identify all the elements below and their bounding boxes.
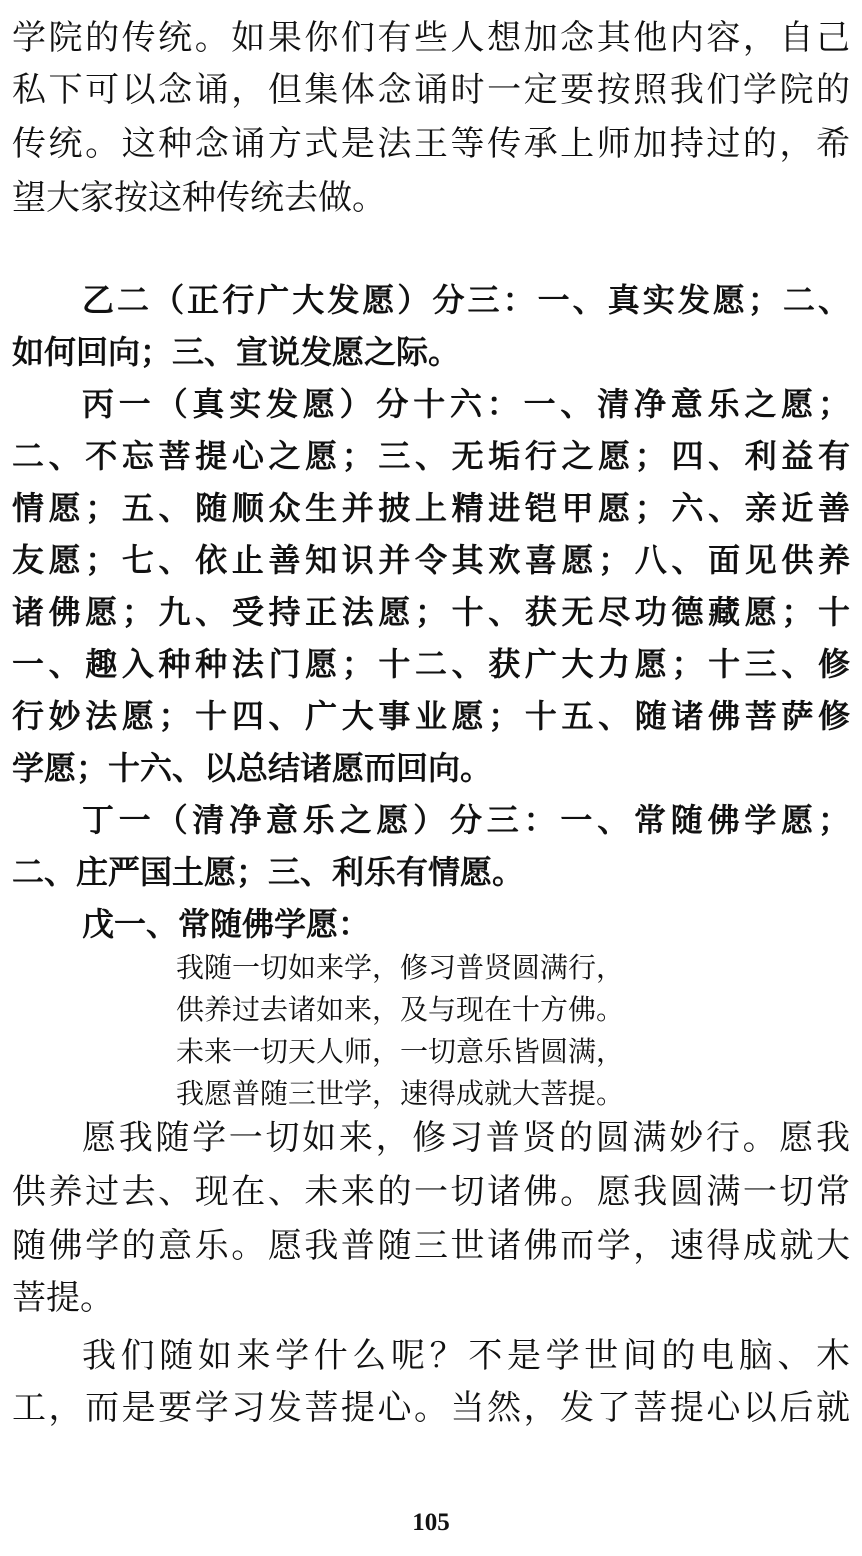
paragraph-question-line: 工，而是要学习发菩提心。当然，发了菩提心以后就: [12, 1388, 850, 1428]
outline-heading-line: 乙二（正行广大发愿）分三：一、真实发愿；二、: [82, 281, 850, 319]
verse-line: 我愿普随三世学，速得成就大菩提。: [176, 1077, 625, 1110]
outline-heading-line: 情愿；五、随顺众生并披上精进铠甲愿；六、亲近善: [12, 489, 850, 527]
outline-heading-line: 二、庄严国土愿；三、利乐有情愿。: [12, 853, 525, 891]
outline-heading-line: 戊一、常随佛学愿：: [82, 905, 371, 943]
outline-heading-line: 丁一（清净意乐之愿）分三：一、常随佛学愿；: [82, 801, 850, 839]
paragraph-intro-line: 传统。这种念诵方式是法王等传承上师加持过的，希: [12, 124, 850, 164]
outline-heading-line: 丙一（真实发愿）分十六：一、清净意乐之愿；: [82, 385, 850, 423]
paragraph-intro-line: 望大家按这种传统去做。: [12, 178, 386, 218]
outline-heading-line: 二、不忘菩提心之愿；三、无垢行之愿；四、利益有: [12, 437, 850, 475]
outline-heading-line: 诸佛愿；九、受持正法愿；十、获无尽功德藏愿；十: [12, 593, 850, 631]
paragraph-intro-line: 学院的传统。如果你们有些人想加念其他内容，自己: [12, 18, 850, 58]
paragraph-intro-line: 私下可以念诵，但集体念诵时一定要按照我们学院的: [12, 70, 850, 110]
paragraph-explanation-line: 供养过去、现在、未来的一切诸佛。愿我圆满一切常: [12, 1172, 850, 1212]
verse-line: 我随一切如来学，修习普贤圆满行，: [176, 951, 625, 984]
paragraph-explanation-line: 随佛学的意乐。愿我普随三世诸佛而学，速得成就大: [12, 1226, 850, 1266]
outline-heading-line: 学愿；十六、以总结诸愿而回向。: [12, 749, 493, 787]
page-number: 105: [412, 1509, 450, 1536]
outline-heading-line: 友愿；七、依止善知识并令其欢喜愿；八、面见供养: [12, 541, 850, 579]
outline-heading-line: 行妙法愿；十四、广大事业愿；十五、随诸佛菩萨修: [12, 697, 850, 735]
outline-heading-line: 如何回向；三、宣说发愿之际。: [12, 333, 461, 371]
outline-heading-line: 一、趣入种种法门愿；十二、获广大力愿；十三、修: [12, 645, 850, 683]
verse-line: 未来一切天人师，一切意乐皆圆满，: [176, 1035, 625, 1068]
paragraph-question-line: 我们随如来学什么呢？不是学世间的电脑、木: [82, 1336, 850, 1376]
paragraph-explanation-line: 愿我随学一切如来，修习普贤的圆满妙行。愿我: [82, 1118, 850, 1158]
paragraph-explanation-line: 菩提。: [12, 1278, 114, 1318]
verse-line: 供养过去诸如来，及与现在十方佛。: [176, 993, 625, 1026]
